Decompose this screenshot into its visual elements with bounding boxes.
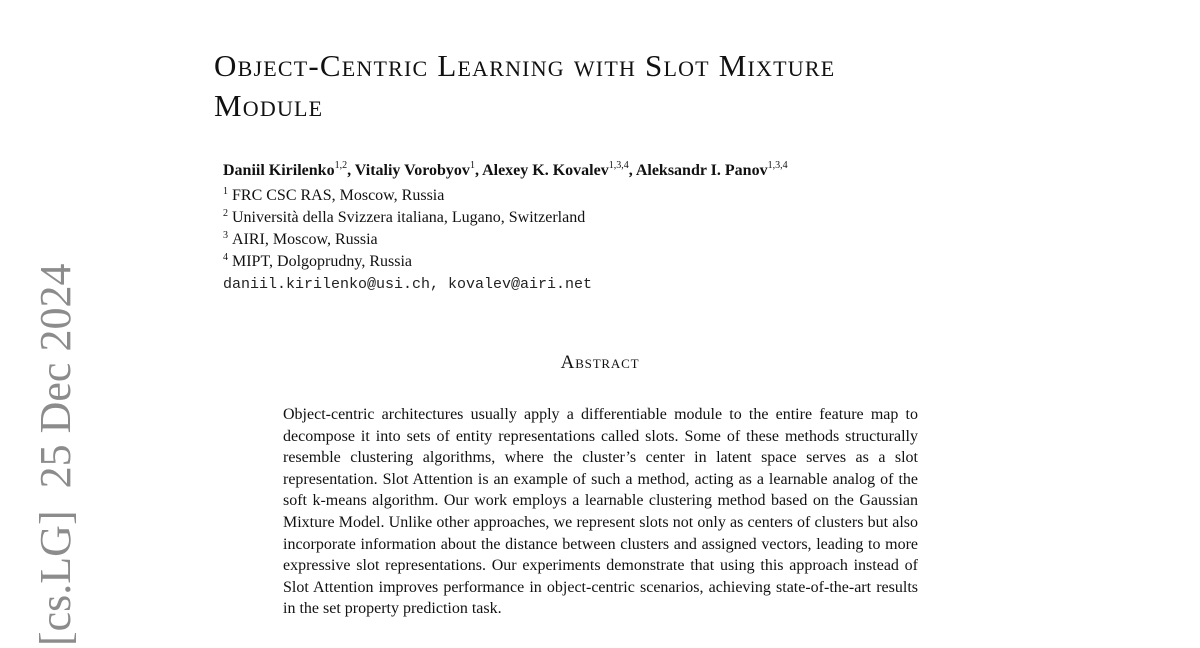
title-line-2: Module [214,88,324,123]
author-list [223,161,788,181]
affiliation-number: 1 [223,185,228,197]
author-name: Daniil Kirilenko [223,162,335,179]
affiliation [223,251,585,273]
author [635,159,788,179]
author-emails: daniil.kirilenko@usi.ch, kovalev@airi.net [223,276,593,293]
affiliation-text: FRC CSC RAS, Moscow, Russia [232,187,445,204]
title-line-1: Object-Centric Learning with Slot Mixture [214,48,836,83]
affiliation-text: Università della Svizzera italiana, Lugano, Switzerland [232,209,586,226]
author-separator: , [628,162,636,179]
affiliation [223,185,585,207]
affiliation [223,229,585,251]
affiliation-number: 4 [223,251,228,263]
abstract-text: Object-centric architectures usually apply a differentiable module to the entire feature map to decompose it into sets of entity representations called slots. Some of these methods structurally resemble clustering algorithms, where the cluster’s center in latent space serves as a slot representation. Slot Attention is an example of such a method, acting as a learnable analog of the soft k-means algorithm. Our work employs a learnable clustering method based on the Gaussian Mixture Model. Unlike other approaches, we represent slots not only as centers of clusters but also incorporate information about the distance between clusters and assigned vectors, leading to more expressive slot representations. Our experiments demonstrate that using this approach instead of Slot Attention improves performance in object-centric scenarios, achieving state-of-the-art results in the set property prediction task. [283,406,918,618]
author-name: Alexey K. Kovalev [482,162,609,179]
affiliation-text: AIRI, Moscow, Russia [232,231,378,248]
author-affil: 1,3,4 [608,159,629,171]
author [354,159,483,179]
affiliation-list [223,185,585,273]
author-separator: , [474,162,483,179]
arxiv-stamp [30,264,81,646]
author-affil: 1,3,4 [767,159,788,171]
affiliation-number: 2 [223,207,228,219]
affiliation-number: 3 [223,229,228,241]
arxiv-date: 25 Dec 2024 [31,263,80,489]
author-separator: , [347,162,355,179]
affiliation [223,207,585,229]
author-affil: 1,2 [334,159,348,171]
author [482,159,636,179]
abstract-heading: Abstract [560,352,640,373]
author [223,159,355,179]
author-affil: 1 [469,159,475,171]
affiliation-text: MIPT, Dolgoprudny, Russia [232,253,412,270]
author-name: Aleksandr I. Panov [635,162,768,179]
author-name: Vitaliy Vorobyov [354,162,470,179]
arxiv-category: [cs.LG] [31,510,80,646]
paper-title [214,46,1014,126]
